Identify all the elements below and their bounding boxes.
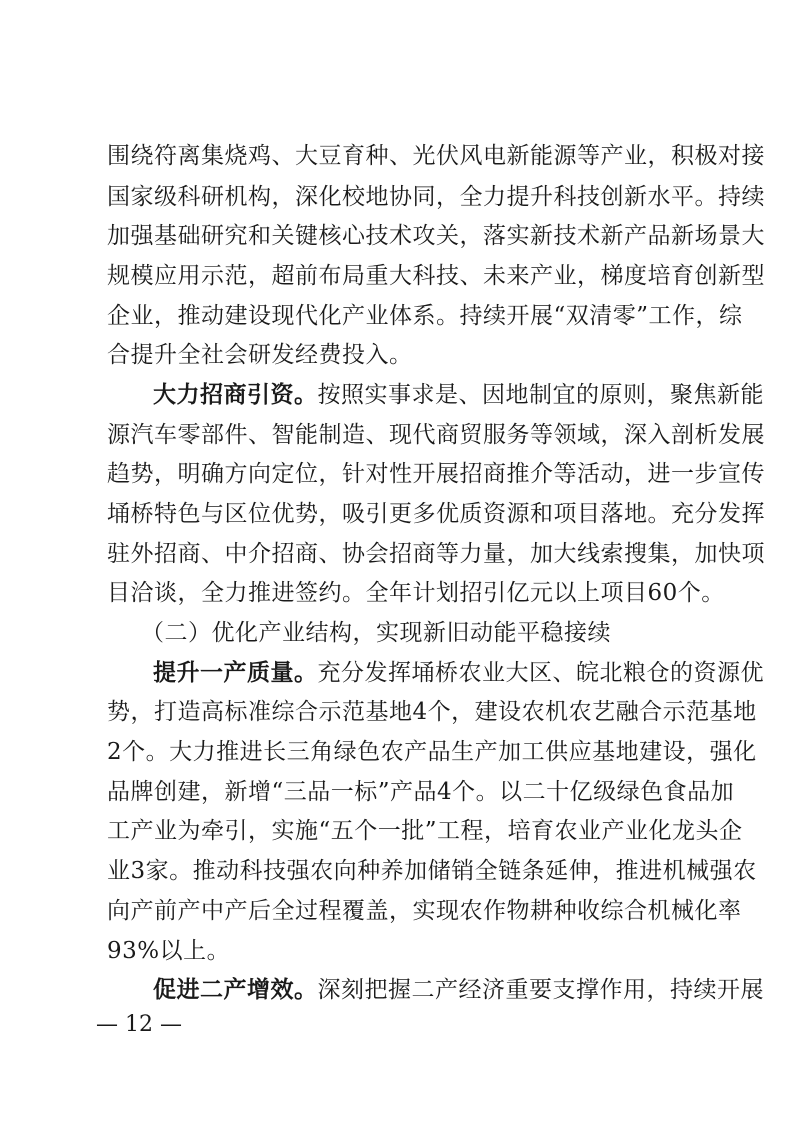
paragraph-line: 93%以上。 (107, 938, 231, 964)
paragraph-line: 趋势，明确方向定位，针对性开展招商推介等活动，进一步宣传 (107, 461, 765, 487)
paragraph-line: 加强基础研究和关键核心技术攻关，落实新技术新产品新场景大 (107, 223, 765, 249)
page-number: — 12 — (96, 1012, 182, 1037)
paragraph-first-line (153, 976, 764, 1004)
paragraph-line: 企业，推动建设现代化产业体系。持续开展“双清零”工作，综 (107, 303, 743, 329)
paragraph-first-line (153, 659, 764, 687)
paragraph-lead-heading: 提升一产质量。 (153, 659, 318, 686)
paragraph-line: 目洽谈，全力推进签约。全年计划招引亿元以上项目60个。 (107, 580, 725, 606)
paragraph-text: 充分发挥埇桥农业大区、皖北粮仓的资源优 (317, 660, 764, 686)
paragraph-line: 源汽车零部件、智能制造、现代商贸服务等领域，深入剖析发展 (107, 422, 765, 448)
paragraph-line: 2个。大力推进长三角绿色农产品生产加工供应基地建设，强化 (107, 739, 757, 765)
paragraph-line: 工产业为牵引，实施“五个一批”工程，培育农业产业化龙头企 (107, 818, 743, 844)
paragraph-line: 埇桥特色与区位优势，吸引更多优质资源和项目落地。充分发挥 (107, 501, 765, 527)
paragraph-line: 业3家。推动科技强农向种养加储销全链条延伸，推进机械强农 (107, 858, 757, 884)
paragraph-line: 品牌创建，新增“三品一标”产品4个。以二十亿级绿色食品加 (107, 779, 735, 805)
paragraph-line: 势，打造高标准综合示范基地4个，建设农机农艺融合示范基地 (107, 699, 757, 725)
paragraph-lead-heading: 大力招商引资。 (153, 381, 318, 408)
paragraph-line: 驻外招商、中介招商、协会招商等力量，加大线索搜集，加快项 (107, 541, 765, 567)
section-heading: （二）优化产业结构，实现新旧动能平稳接续 (141, 620, 611, 646)
paragraph-lead-heading: 促进二产增效。 (153, 976, 318, 1003)
paragraph-first-line (153, 381, 764, 409)
paragraph-line: 向产前产中产后全过程覆盖，实现农作物耕种收综合机械化率 (107, 898, 742, 924)
paragraph-line: 国家级科研机构，深化校地协同，全力提升科技创新水平。持续 (107, 184, 765, 210)
paragraph-line: 围绕符离集烧鸡、大豆育种、光伏风电新能源等产业，积极对接 (107, 143, 765, 169)
paragraph-line: 合提升全社会研发经费投入。 (107, 342, 413, 368)
paragraph-text: 深刻把握二产经济重要支撑作用，持续开展 (317, 977, 764, 1003)
paragraph-line: 规模应用示范，超前布局重大科技、未来产业，梯度培育创新型 (107, 263, 765, 289)
paragraph-text: 按照实事求是、因地制宜的原则，聚焦新能 (317, 382, 764, 408)
